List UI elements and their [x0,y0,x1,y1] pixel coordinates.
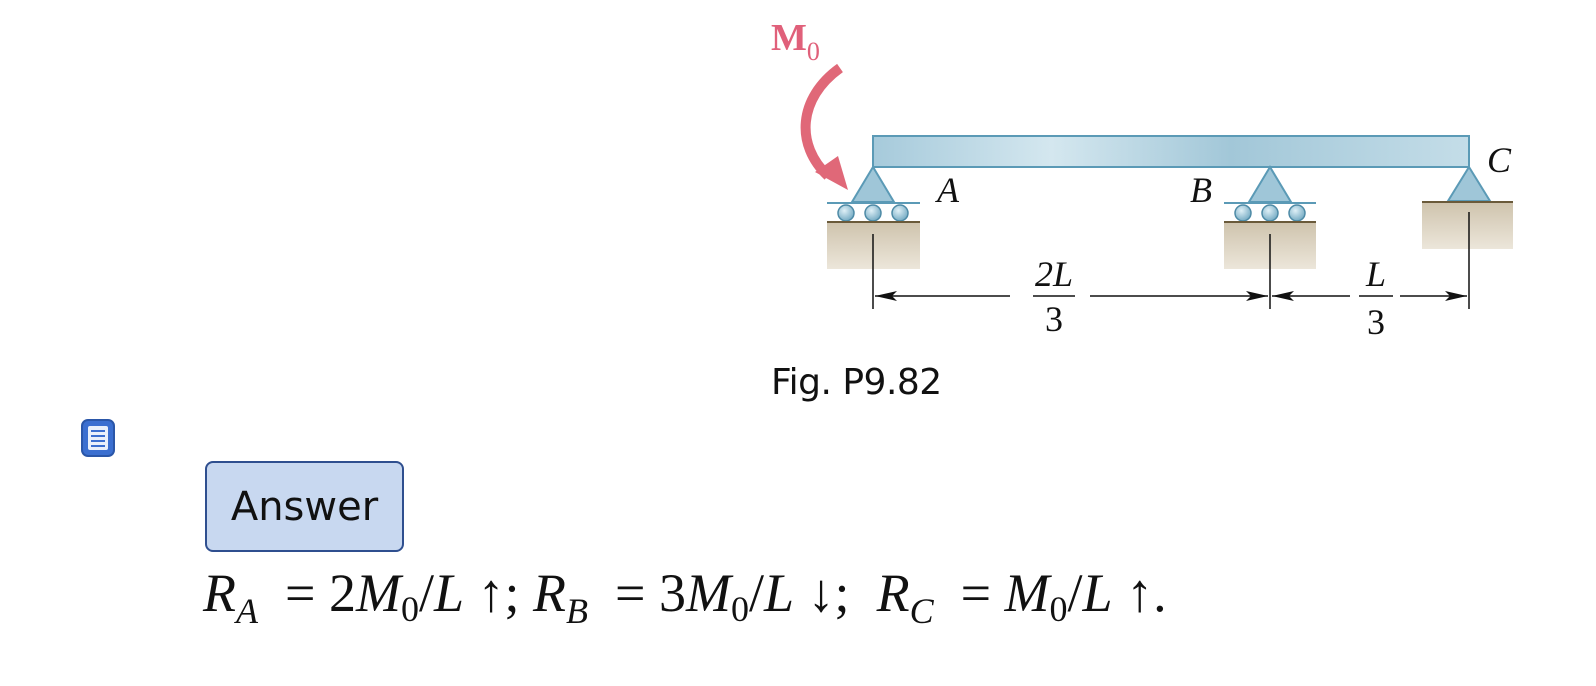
beam [873,136,1469,167]
ra-symbol: R [203,563,236,623]
rb-symbol: R [533,563,567,623]
ra-equals: = [271,563,329,623]
ra-length: L [433,563,465,623]
ra-moment: M [355,563,401,623]
dimension-ab [875,254,1268,339]
support-label-c: C [1487,140,1512,180]
rb-moment-sub: 0 [730,589,749,629]
dimension-bc-denominator: 3 [1367,302,1385,342]
rb-coef: 3 [659,563,686,623]
dimension-ab-numerator: 2L [1034,254,1074,294]
moment-label [771,17,820,66]
dimension-ab-denominator: 3 [1045,299,1063,339]
rc-moment: M [1004,563,1050,623]
moment-arrow [806,68,848,190]
ra-direction: ↑ [477,563,505,623]
rb-length: L [764,563,795,623]
support-label-b: B [1190,170,1212,210]
ra-moment-sub: 0 [400,589,419,629]
document-icon[interactable] [80,418,116,458]
rc-symbol: R [876,563,910,623]
rc-moment-sub: 0 [1049,589,1068,629]
moment-label-subscript: 0 [806,37,820,66]
rb-equals: = [601,563,659,623]
rb-direction: ↓ [807,563,835,623]
rb-subscript: B [566,591,589,631]
rc-length: L [1082,563,1113,623]
support-label-a: A [937,170,959,210]
moment-label-main: M [771,17,807,59]
figure-caption: Fig. P9.82 [771,362,942,403]
rb-moment: M [686,563,731,623]
answer-equation: $R_A = 2M0/L$ ↑; $R_B = 3M0/L$ ↓; $R_C = M0/L$ ↑. [203,563,1167,631]
answer-button[interactable]: Answer [205,461,404,552]
ra-coef: 2 [328,563,356,623]
rc-direction: ↑ [1126,563,1154,623]
ra-subscript: A [236,591,258,631]
rc-subscript: C [909,591,934,631]
rc-equals: = [947,563,1005,623]
dimension-bc-numerator: L [1365,254,1387,294]
